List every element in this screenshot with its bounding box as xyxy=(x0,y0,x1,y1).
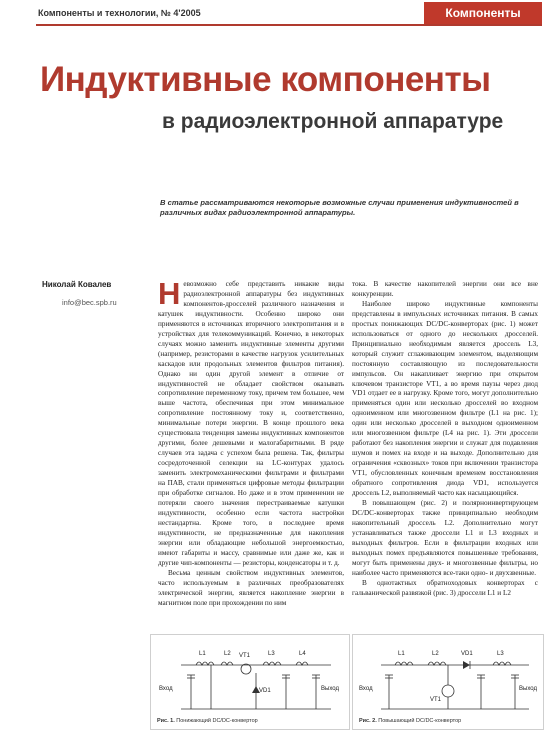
figure-number: Рис. 2. xyxy=(359,718,377,724)
figure-number: Рис. 1. xyxy=(157,718,175,724)
article-abstract: В статье рассматриваются некоторые возможные случаи применения индуктивностей в различных видах радиоэлектронной аппаратуры. xyxy=(160,198,519,217)
inductor-label: L3 xyxy=(268,651,275,657)
journal-header: Компоненты и технологии, № 4'2005 xyxy=(38,8,201,18)
figure-caption xyxy=(157,718,258,724)
diode-label: VD1 xyxy=(461,651,473,657)
section-badge: Компоненты xyxy=(424,2,542,24)
text-column-2 xyxy=(352,280,538,599)
output-label: Выход xyxy=(519,686,537,692)
inductor-label: L1 xyxy=(398,651,405,657)
transistor-label: VT1 xyxy=(430,697,442,703)
diode-label: VD1 xyxy=(259,688,271,694)
transistor-label: VT1 xyxy=(239,653,251,659)
article-subtitle: в радиоэлектронной аппаратуре xyxy=(162,110,504,133)
inductor-label: L4 xyxy=(299,651,306,657)
paragraph-text: евозможно себе представить никакие виды радиоэлектронной аппаратуры без индуктивных компонентов-дросселей различного назначения и катушек индуктивности. Особенно широко они применяются в источниках вторичного электропитания и в устройствах для телекоммуникаций. Конечно, в некоторых случаях можно заменить индуктивные элементы другими (например, резисторами в качестве нагрузок усилительных каскадов или продольных элементов фильтров питания). Однако ни один другой элемент в отличие от индуктивностей не обладает свойством оказывать сопротивление переменному току, причем тем большее, чем выше частота, обеспечивая при этом минимальное сопротивление постоянному току и, соответственно, минимальные потери энергии. В конце прошлого века существовала тенденция замены индуктивных компонентов другими, более дешевыми и малогабаритными. В ряде случаев эта задача с успехом была решена. Так, фильтры сосредоточенной селекции на LC-контурах удалось заменить электромеханическими фильтрами и фильтрами на ПАВ, стали применяться цифровые методы фильтрации при обработке сигналов. Но даже и в этом применении не потеряли своего значения перестраиваемые катушки индуктивности, особенно если частота настройки нестандартна. Кроме того, в последнее время индуктивности, не предназначенные для накопления энергии или обладающие небольшой энергоемкостью, имеют габариты и массу, сравнимые или даже же, как и другие чип-компоненты — резисторы, конденсаторы и т. д. xyxy=(158,280,344,567)
paragraph: Весьма ценным свойством индуктивных элементов, часто используемым в различных преобразователях электрической энергии, является накопление энергии в магнитном поле при прохождении по ним xyxy=(158,568,344,607)
buck-converter-schematic xyxy=(151,635,349,729)
paragraph: Наиболее широко индуктивные компоненты представлены в импульсных источниках питания. В самых простых понижающих DC/DC-конверторах (рис. 1) может использоваться от одного до нескольких дросселей. Принципиально необходимым является дроссель L3, который служит сглаживающим элементом, выделяющим постоянную составляющую из последовательности импульсов. Он накапливает энергию при открытом ключевом транзисторе VT1, а во время паузы через диод VD1 отдает ее в нагрузку. Кроме того, могут дополнительно применяться один или несколько дросселей во входном одноименном или многозвенном фильтре (L1 на рис. 1); один или несколько дросселей в выходном одноименном или многозвенном фильтре (L4 на рис. 1). Эти дроссели работают без накопления энергии и служат для подавления шумов и помех на входе и на выходе. Дополнительно для ограничения «сквозных» токов при включении транзистора VT1, обусловленных конечным временем восстановления обратного сопротивления диода VD1, используется дроссель L2, выполняемый часто как насыщающийся. xyxy=(352,299,538,498)
inductor-label: L1 xyxy=(199,651,206,657)
figure-2-boost-converter xyxy=(352,634,544,730)
paragraph: В повышающем (рис. 2) и полярноинвертирующем DC/DC-конверторах также принципиально необходим накопительный дроссель L2. Дополнительно могут устанавливаться также дроссели L1 и L3 входных и выходных фильтров. Если в фильтрации входных или выходных помех предъявляются повышенные требования, могут быть применены двух- и многозвенные фильтры, но наиболее часто применяются все-таки одно- и двухзвенные. xyxy=(352,498,538,577)
input-label: Вход xyxy=(359,686,373,692)
figure-1-buck-converter xyxy=(150,634,350,730)
inductor-label: L2 xyxy=(432,651,439,657)
header-rule xyxy=(36,24,542,26)
author-email[interactable]: info@bec.spb.ru xyxy=(62,298,117,307)
text-column-1 xyxy=(158,276,344,608)
author-name: Николай Ковалев xyxy=(42,280,112,289)
figure-caption xyxy=(359,718,461,724)
figure-caption-text: Повышающий DC/DC-конвертор xyxy=(378,718,462,724)
input-label: Вход xyxy=(159,686,173,692)
article-title: Индуктивные компоненты xyxy=(40,60,491,99)
output-label: Выход xyxy=(321,686,339,692)
paragraph: В однотактных обратноходовых конверторах с гальванической развязкой (рис. 3) дроссели L1 и L2 xyxy=(352,578,538,597)
figure-caption-text: Понижающий DC/DC-конвертор xyxy=(176,718,258,724)
inductor-label: L2 xyxy=(224,651,231,657)
paragraph xyxy=(158,276,344,569)
paragraph: тока. В качестве накопителей энергии они все вне конкуренции. xyxy=(352,280,538,298)
boost-converter-schematic xyxy=(353,635,543,729)
drop-cap: Н xyxy=(158,276,181,311)
inductor-label: L3 xyxy=(497,651,504,657)
